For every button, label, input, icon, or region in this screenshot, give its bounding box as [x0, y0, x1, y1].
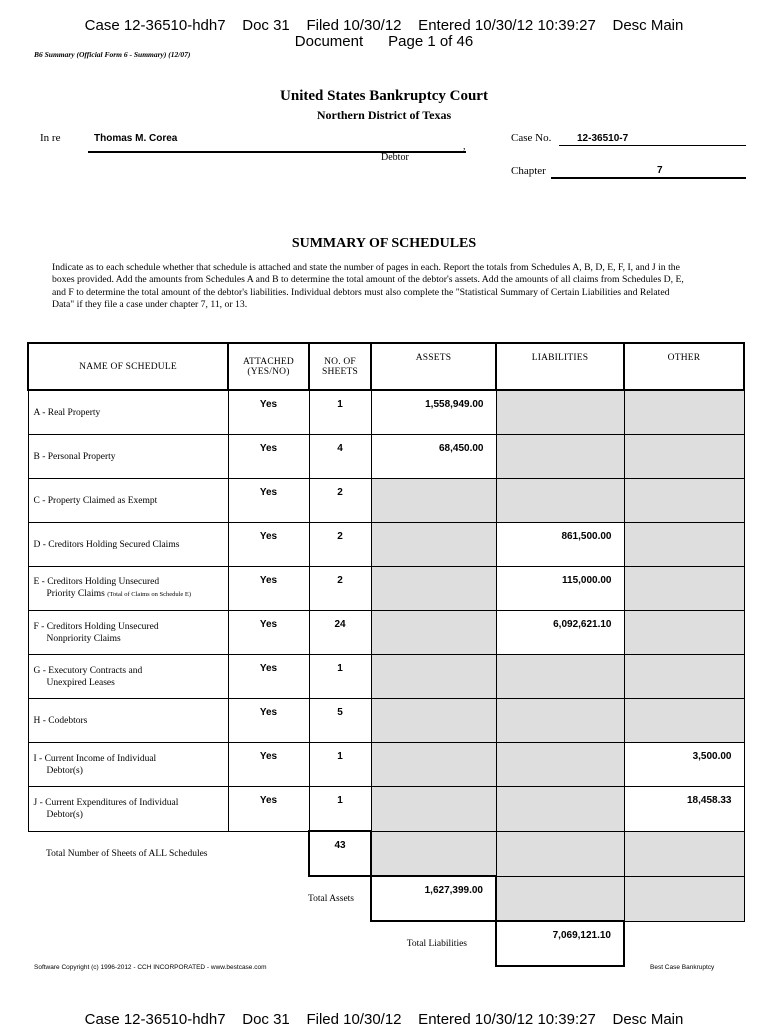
- total-sheets-row: [28, 831, 744, 876]
- attached-value: Yes: [228, 699, 309, 743]
- other-value-shaded: [624, 390, 744, 435]
- sheets-value: 4: [309, 435, 371, 479]
- header-assets: ASSETS: [371, 343, 496, 390]
- table-header-row: [28, 343, 744, 390]
- assets-shaded: [371, 611, 496, 655]
- attached-value: Yes: [228, 743, 309, 787]
- case-number: 12-36510-7: [577, 133, 629, 144]
- assets-shaded: [371, 655, 496, 699]
- other-value-shaded: [624, 655, 744, 699]
- sheets-value: 1: [309, 787, 371, 832]
- chapter-number: 7: [657, 165, 663, 176]
- assets-shaded: [371, 743, 496, 787]
- total-assets-row: [28, 876, 744, 921]
- schedule-name: I - Current Income of Individual Debtor(s): [28, 743, 228, 787]
- attached-value: Yes: [228, 567, 309, 611]
- header-other: OTHER: [624, 343, 744, 390]
- schedule-name: H - Codebtors: [28, 699, 228, 743]
- attached-value: Yes: [228, 523, 309, 567]
- attached-value: Yes: [228, 435, 309, 479]
- assets-value: 1,558,949.00: [371, 390, 496, 435]
- assets-value: 68,450.00: [371, 435, 496, 479]
- attached-value: Yes: [228, 787, 309, 832]
- docket-header-line2: Document Page 1 of 46: [294, 33, 474, 50]
- in-re-label: In re: [40, 132, 61, 144]
- chapter-label: Chapter: [511, 165, 546, 177]
- liabilities-value: 115,000.00: [496, 567, 624, 611]
- schedule-name: B - Personal Property: [28, 435, 228, 479]
- attached-value: Yes: [228, 611, 309, 655]
- assets-shaded: [371, 479, 496, 523]
- total-liabilities-value: 7,069,121.10: [496, 921, 624, 966]
- other-value-shaded: [624, 611, 744, 655]
- attached-value: Yes: [228, 655, 309, 699]
- assets-shaded: [371, 699, 496, 743]
- total-liabilities-row: [28, 921, 744, 966]
- attached-value: Yes: [228, 390, 309, 435]
- other-value: 3,500.00: [624, 743, 744, 787]
- table-row: [28, 743, 744, 787]
- assets-shaded: [371, 787, 496, 832]
- schedule-name: D - Creditors Holding Secured Claims: [28, 523, 228, 567]
- sheets-value: 2: [309, 523, 371, 567]
- other-value-shaded: [624, 523, 744, 567]
- district-name: Northern District of Texas: [316, 108, 452, 122]
- schedule-name: J - Current Expenditures of Individual Debtor(s): [28, 787, 228, 832]
- assets-shaded: [371, 523, 496, 567]
- liabilities-value-shaded: [496, 390, 624, 435]
- liabilities-value-shaded: [496, 699, 624, 743]
- sheets-value: 1: [309, 743, 371, 787]
- header-name: NAME OF SCHEDULE: [28, 343, 228, 390]
- footer-brand: Best Case Bankruptcy: [650, 964, 715, 971]
- liabilities-value-shaded: [496, 787, 624, 832]
- other-value: 18,458.33: [624, 787, 744, 832]
- schedule-name: E - Creditors Holding Unsecured Priority Claims (Total of Claims on Schedule E): [28, 567, 228, 611]
- sheets-value: 1: [309, 655, 371, 699]
- liabilities-value: 861,500.00: [496, 523, 624, 567]
- schedule-name: C - Property Claimed as Exempt: [28, 479, 228, 523]
- total-assets-label: Total Assets: [307, 894, 354, 904]
- total-assets-value: 1,627,399.00: [371, 876, 496, 921]
- total-liabilities-label: Total Liabilities: [406, 939, 467, 949]
- other-value-shaded: [624, 567, 744, 611]
- assets-shaded: [371, 567, 496, 611]
- table-row: [28, 787, 744, 832]
- debtor-label: Debtor: [381, 152, 409, 163]
- liabilities-value: 6,092,621.10: [496, 611, 624, 655]
- footer-copyright: Software Copyright (c) 1996-2012 - CCH INCORPORATED - www.bestcase.com: [34, 964, 267, 971]
- table-row: [28, 611, 744, 655]
- sheets-value: 5: [309, 699, 371, 743]
- table-row: [28, 390, 744, 435]
- header-liabilities: LIABILITIES: [496, 343, 624, 390]
- liabilities-value-shaded: [496, 479, 624, 523]
- caption-comma: ,: [463, 141, 466, 152]
- instructions: Indicate as to each schedule whether that schedule is attached and state the number of pages in each. Report the totals from Schedules A, B, D, E, F, I, and J in the boxes provided. Add the amounts from Schedules A and B to determine the total amount of the debtor's assets. Add the amounts of all claims from Schedules D, E, and F to determine the total amount of the debtor's liabilities. Individual debtors must also complete the "Statistical Summary of Certain Liabilities and Related Data" if they file a case under chapter 7, 11, or 13.: [52, 262, 684, 310]
- sheets-value: 24: [309, 611, 371, 655]
- header-sheets: NO. OF SHEETS: [309, 343, 371, 390]
- other-value-shaded: [624, 479, 744, 523]
- debtor-name: Thomas M. Corea: [94, 133, 178, 144]
- form-identifier: B6 Summary (Official Form 6 - Summary) (12/07): [34, 50, 191, 59]
- debtor-underline: [88, 151, 466, 153]
- total-sheets-label: Total Number of Sheets of ALL Schedules: [46, 848, 208, 859]
- liabilities-value-shaded: [496, 655, 624, 699]
- case-no-label: Case No.: [511, 132, 552, 144]
- header-attached: ATTACHED (YES/NO): [228, 343, 309, 390]
- other-value-shaded: [624, 699, 744, 743]
- bottom-docket-header: Case 12-36510-hdh7 Doc 31 Filed 10/30/12 Entered 10/30/12 10:39:27 Desc Main: [84, 1011, 684, 1028]
- table-row: [28, 567, 744, 611]
- table-row: [28, 699, 744, 743]
- schedule-name: A - Real Property: [28, 390, 228, 435]
- sheets-value: 2: [309, 567, 371, 611]
- docket-header-line1: Case 12-36510-hdh7 Doc 31 Filed 10/30/12 Entered 10/30/12 10:39:27 Desc Main: [84, 17, 684, 34]
- table-row: [28, 435, 744, 479]
- table-row: [28, 479, 744, 523]
- sheets-value: 1: [309, 390, 371, 435]
- liabilities-value-shaded: [496, 743, 624, 787]
- court-name: United States Bankruptcy Court: [280, 88, 488, 104]
- sheets-value: 2: [309, 479, 371, 523]
- table-row: [28, 655, 744, 699]
- attached-value: Yes: [228, 479, 309, 523]
- chapter-underline: [551, 177, 746, 179]
- other-value-shaded: [624, 435, 744, 479]
- schedules-table: [27, 342, 745, 967]
- summary-title: SUMMARY OF SCHEDULES: [291, 236, 477, 251]
- case-no-underline: [559, 145, 746, 146]
- liabilities-value-shaded: [496, 435, 624, 479]
- table-row: [28, 523, 744, 567]
- schedule-name: F - Creditors Holding Unsecured Nonpriority Claims: [28, 611, 228, 655]
- schedule-name: G - Executory Contracts and Unexpired Leases: [28, 655, 228, 699]
- total-sheets-value: 43: [309, 831, 371, 876]
